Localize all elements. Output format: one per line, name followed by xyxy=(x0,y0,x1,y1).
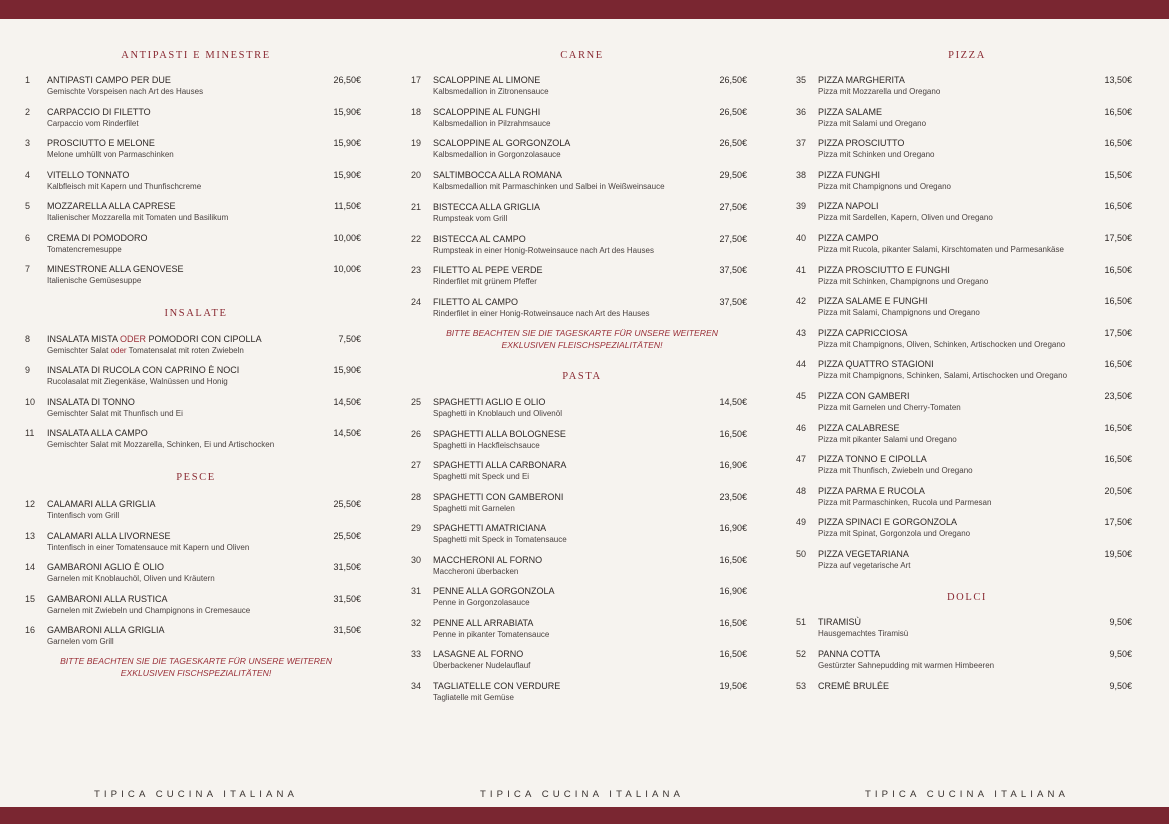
bottom-band xyxy=(0,807,1169,824)
item-number: 37 xyxy=(796,138,807,149)
item-name: PIZZA SALAME E FUNGHI xyxy=(818,296,928,307)
item-description: Überbackener Nudelauflauf xyxy=(433,661,531,670)
section-title-insalate: INSALATE xyxy=(164,308,228,319)
item-description: Spaghetti in Hackfleischsauce xyxy=(433,440,540,450)
item-name: ANTIPASTI CAMPO PER DUE xyxy=(47,75,171,85)
item-name: PENNE ALL ARRABIATA xyxy=(433,617,534,628)
item-number: 18 xyxy=(411,106,422,117)
item-price: 31,50€ xyxy=(333,593,361,604)
item-price: 13,50€ xyxy=(1104,75,1132,85)
item-name: SCALOPPINE AL GORGONZOLA xyxy=(433,138,571,149)
item-number: 26 xyxy=(411,428,422,439)
section-title-dolci: DOLCI xyxy=(946,592,988,603)
item-name: GAMBARONI ALLA GRIGLIA xyxy=(47,625,165,635)
item-description: Pizza mit Sardellen, Kapern, Oliven und Oregano xyxy=(818,213,993,223)
item-number: 12 xyxy=(25,499,36,509)
item-price: 23,50€ xyxy=(1104,391,1132,401)
item-number: 32 xyxy=(411,617,422,628)
item-name-part: POMODORI CON CIPOLLA xyxy=(146,334,262,344)
item-price: 25,50€ xyxy=(333,530,361,541)
item-number: 8 xyxy=(25,334,31,344)
item-price: 16,50€ xyxy=(719,554,747,565)
item-number: 28 xyxy=(411,491,422,502)
item-price: 16,50€ xyxy=(719,649,747,659)
item-price: 10,00€ xyxy=(333,264,361,274)
item-name: CREMA DI POMODORO xyxy=(47,232,148,243)
section-title-carne: CARNE xyxy=(560,50,604,61)
item-name: MACCHERONI AL FORNO xyxy=(433,554,543,565)
item-desc-part: Gemischter Salat xyxy=(47,346,111,355)
item-description: Tomatencremesuppe xyxy=(47,244,122,254)
item-number: 11 xyxy=(25,428,35,438)
item-price: 16,50€ xyxy=(1104,422,1132,433)
item-name: PIZZA SALAME xyxy=(818,106,883,117)
item-number: 2 xyxy=(25,106,31,117)
item-desc-part: Tomatensalat mit roten Zwiebeln xyxy=(126,346,244,355)
item-name: PENNE ALLA GORGONZOLA xyxy=(433,586,555,596)
item-name: CALAMARI ALLA GRIGLIA xyxy=(47,499,156,509)
item-name: SPAGHETTI AGLIO E OLIO xyxy=(433,397,546,407)
item-description: Pizza auf vegetarische Art xyxy=(818,561,911,570)
item-description: Rinderfilet mit grünem Pfeffer xyxy=(433,277,537,287)
item-number: 23 xyxy=(411,265,422,276)
item-name: MOZZARELLA ALLA CAPRESE xyxy=(47,201,176,211)
item-price: 16,50€ xyxy=(1104,138,1132,149)
item-number: 38 xyxy=(796,169,807,180)
item-description: Pizza mit Salami und Oregano xyxy=(818,118,927,128)
item-description: Kalbsmedallion mit Parmaschinken und Salbei in Weißweinsauce xyxy=(433,182,665,192)
item-description: Pizza mit Thunfisch, Zwiebeln und Oregano xyxy=(818,466,973,476)
item-price: 16,50€ xyxy=(1104,201,1132,212)
item-number: 24 xyxy=(411,296,422,307)
item-desc-oder: oder xyxy=(110,346,127,355)
item-number: 5 xyxy=(25,201,31,211)
item-name: MINESTRONE ALLA GENOVESE xyxy=(47,264,184,274)
item-description: Spaghetti in Knoblauch und Olivenöl xyxy=(433,409,562,418)
item-number: 42 xyxy=(796,296,807,307)
item-price: 9,50€ xyxy=(1109,681,1132,691)
item-description: Spaghetti mit Speck und Ei xyxy=(433,472,530,481)
item-number: 13 xyxy=(25,530,36,541)
item-number: 48 xyxy=(796,485,807,496)
item-number: 41 xyxy=(796,264,807,275)
item-number: 39 xyxy=(796,201,807,212)
item-price: 15,90€ xyxy=(333,138,361,148)
item-number: 20 xyxy=(411,170,422,181)
item-name: SALTIMBOCCA ALLA ROMANA xyxy=(433,170,562,181)
item-description: Kalbsmedallion in Zitronensauce xyxy=(433,87,549,96)
item-description: Pizza mit Champignons und Oregano xyxy=(818,181,951,191)
item-price: 29,50€ xyxy=(719,170,747,181)
item-number: 46 xyxy=(796,422,807,433)
item-price: 31,50€ xyxy=(333,625,361,635)
item-price: 23,50€ xyxy=(719,491,747,502)
item-description: Rumpsteak vom Grill xyxy=(433,213,508,223)
item-name: FILETTO AL CAMPO xyxy=(433,296,519,307)
item-name: SCALOPPINE AL LIMONE xyxy=(433,75,541,85)
item-number: 27 xyxy=(411,460,422,470)
item-name: INSALATA DI RUCOLA CON CAPRINO È NOCI xyxy=(47,365,240,375)
item-price: 15,90€ xyxy=(333,106,361,117)
item-description: Pizza mit Salami, Champignons und Oregano xyxy=(818,308,980,318)
item-price: 14,50€ xyxy=(333,396,361,407)
item-number: 43 xyxy=(796,327,807,338)
item-number: 14 xyxy=(25,562,36,572)
item-number: 40 xyxy=(796,233,807,243)
item-description: Gemischter Salat mit Mozzarella, Schinken, Ei und Artischocken xyxy=(47,440,275,449)
item-number: 52 xyxy=(796,649,807,659)
item-price: 26,50€ xyxy=(719,75,747,85)
item-number: 50 xyxy=(796,549,807,559)
item-name: PIZZA TONNO E CIPOLLA xyxy=(818,454,927,465)
item-description: Spaghetti mit Garnelen xyxy=(433,503,515,513)
footer-tagline-3: TIPICA CUCINA ITALIANA xyxy=(864,789,1070,800)
item-name: SPAGHETTI ALLA CARBONARA xyxy=(433,460,567,470)
item-number: 25 xyxy=(411,397,422,407)
meat-special-note xyxy=(411,327,753,351)
item-description: Pizza mit Garnelen und Cherry-Tomaten xyxy=(818,403,961,412)
item-price: 16,50€ xyxy=(719,428,747,439)
item-name: SPAGHETTI CON GAMBERONI xyxy=(433,491,564,502)
item-name: PIZZA PARMA E RUCOLA xyxy=(818,485,925,496)
item-number: 49 xyxy=(796,517,807,528)
item-description: Rinderfilet in einer Honig-Rotweinsauce nach Art des Hauses xyxy=(433,308,650,318)
item-description: Garnelen vom Grill xyxy=(47,637,114,646)
item-description: Garnelen mit Zwiebeln und Champignons in Cremesauce xyxy=(47,605,251,615)
item-number: 15 xyxy=(25,593,36,604)
item-price: 9,50€ xyxy=(1109,649,1132,659)
item-description: Kalbsmedallion in Gorgonzolasauce xyxy=(433,150,561,160)
item-name: TAGLIATELLE CON VERDURE xyxy=(433,680,561,691)
item-description: Pizza mit Schinken, Champignons und Oregano xyxy=(818,276,989,286)
item-price: 25,50€ xyxy=(333,499,361,509)
item-price: 27,50€ xyxy=(719,233,747,244)
item-name: PIZZA SPINACI E GORGONZOLA xyxy=(818,517,958,528)
item-price: 9,50€ xyxy=(1109,617,1132,627)
item-price: 14,50€ xyxy=(333,428,361,438)
item-number: 21 xyxy=(411,201,422,212)
item-number: 4 xyxy=(25,169,31,180)
item-name: CALAMARI ALLA LIVORNESE xyxy=(47,530,171,541)
item-description: Pizza mit Rucola, pikanter Salami, Kirschtomaten und Parmesankäse xyxy=(818,245,1064,254)
item-number: 17 xyxy=(411,75,422,85)
item-description: Pizza mit Champignons, Oliven, Schinken, Artischocken und Oregano xyxy=(818,339,1066,349)
item-number: 31 xyxy=(411,586,422,596)
item-price: 7,50€ xyxy=(338,334,361,344)
item-price: 37,50€ xyxy=(719,296,747,307)
section-title-pasta: PASTA xyxy=(562,371,602,382)
item-description: Italienischer Mozzarella mit Tomaten und Basilikum xyxy=(47,213,229,222)
item-price: 16,90€ xyxy=(719,586,747,596)
item-description: Melone umhüllt von Parmaschinken xyxy=(47,150,174,159)
item-name-oder: ODER xyxy=(120,334,147,344)
item-description: Tintenfisch vom Grill xyxy=(47,511,120,520)
item-price: 15,90€ xyxy=(333,365,361,375)
item-name: PIZZA MARGHERITA xyxy=(818,75,905,85)
item-price: 15,90€ xyxy=(333,169,361,180)
item-description: Maccheroni überbacken xyxy=(433,566,519,576)
item-description: Pizza mit Parmaschinken, Rucola und Parmesan xyxy=(818,497,992,507)
note-line: BITTE BEACHTEN SIE DIE TAGESKARTE FÜR UNSERE WEITEREN xyxy=(60,656,332,666)
item-name: BISTECCA ALLA GRIGLIA xyxy=(433,201,541,212)
item-number: 33 xyxy=(411,649,422,659)
item-price: 31,50€ xyxy=(333,562,361,572)
item-price: 17,50€ xyxy=(1104,327,1132,338)
item-number: 19 xyxy=(411,138,422,149)
item-description: Gemischte Vorspeisen nach Art des Hauses xyxy=(47,87,204,96)
top-band xyxy=(0,0,1169,19)
item-number: 16 xyxy=(25,625,36,635)
item-price: 26,50€ xyxy=(719,138,747,149)
item-number: 44 xyxy=(796,359,807,370)
item-price: 16,90€ xyxy=(719,523,747,533)
item-description: Penne in pikanter Tomatensauce xyxy=(433,629,550,639)
item-number: 47 xyxy=(796,454,807,465)
fish-special-note xyxy=(25,655,367,679)
note-line: EXKLUSIVEN FLEISCHSPEZIALITÄTEN! xyxy=(501,340,663,350)
note-line: BITTE BEACHTEN SIE DIE TAGESKARTE FÜR UNSERE WEITEREN xyxy=(446,328,718,338)
item-name: CREMÈ BRULÉE xyxy=(818,681,890,691)
item-name: VITELLO TONNATO xyxy=(47,169,130,180)
item-price: 11,50€ xyxy=(334,201,361,211)
item-name: GAMBARONI AGLIO È OLIO xyxy=(47,562,165,572)
item-description: Kalbfleisch mit Kapern und Thunfischcreme xyxy=(47,181,202,191)
item-name: BISTECCA AL CAMPO xyxy=(433,233,526,244)
item-name: CARPACCIO DI FILETTO xyxy=(47,106,151,117)
item-number: 3 xyxy=(25,138,31,148)
item-price: 17,50€ xyxy=(1104,233,1132,243)
item-description: Gemischter Salat mit Thunfisch und Ei xyxy=(47,408,183,418)
item-number: 53 xyxy=(796,681,807,691)
item-description: Garnelen mit Knoblauchöl, Oliven und Kräutern xyxy=(47,574,215,583)
item-price: 26,50€ xyxy=(333,75,361,85)
item-name: PIZZA FUNGHI xyxy=(818,169,881,180)
item-number: 7 xyxy=(25,264,31,274)
item-name: SPAGHETTI ALLA BOLOGNESE xyxy=(433,428,566,439)
item-description: Rucolasalat mit Ziegenkäse, Walnüssen und Honig xyxy=(47,377,228,386)
item-name: LASAGNE AL FORNO xyxy=(433,649,524,659)
section-title-pizza: PIZZA xyxy=(948,50,986,61)
footer-tagline-2: TIPICA CUCINA ITALIANA xyxy=(479,789,685,800)
item-number: 6 xyxy=(25,232,31,243)
item-number: 36 xyxy=(796,106,807,117)
item-name: FILETTO AL PEPE VERDE xyxy=(433,265,543,276)
item-number: 34 xyxy=(411,680,422,691)
item-name: PIZZA PROSCIUTTO E FUNGHI xyxy=(818,264,950,275)
item-price: 15,50€ xyxy=(1104,169,1132,180)
item-number: 45 xyxy=(796,391,807,401)
item-description: Italienische Gemüsesuppe xyxy=(47,276,142,285)
item-name xyxy=(47,334,262,345)
item-description xyxy=(47,346,244,356)
item-description: Gestürzter Sahnepudding mit warmen Himbeeren xyxy=(818,661,995,670)
item-description: Carpaccio vom Rinderfilet xyxy=(47,118,139,128)
item-price: 14,50€ xyxy=(719,397,747,407)
item-description: Kalbsmedallion in Pilzrahmsauce xyxy=(433,118,551,128)
item-number: 35 xyxy=(796,75,807,85)
note-line: EXKLUSIVEN FISCHSPEZIALITÄTEN! xyxy=(120,668,272,678)
item-name: INSALATA DI TONNO xyxy=(47,396,135,407)
item-name: PIZZA VEGETARIANA xyxy=(818,549,909,559)
item-description: Rumpsteak in einer Honig-Rotweinsauce nach Art des Hauses xyxy=(433,245,655,255)
item-price: 26,50€ xyxy=(719,106,747,117)
item-name: INSALATA ALLA CAMPO xyxy=(47,428,148,438)
item-price: 16,90€ xyxy=(719,460,747,470)
item-name: PIZZA QUATTRO STAGIONI xyxy=(818,359,934,370)
item-number: 30 xyxy=(411,554,422,565)
item-price: 16,50€ xyxy=(1104,296,1132,307)
footer-tagline-1: TIPICA CUCINA ITALIANA xyxy=(93,789,299,800)
item-price: 27,50€ xyxy=(719,201,747,212)
item-name: PIZZA NAPOLI xyxy=(818,201,879,212)
item-description: Hausgemachtes Tiramisù xyxy=(818,629,909,638)
item-price: 17,50€ xyxy=(1104,517,1132,528)
item-description: Pizza mit pikanter Salami und Oregano xyxy=(818,434,957,444)
section-title-antipasti: ANTIPASTI E MINESTRE xyxy=(121,50,271,61)
item-number: 51 xyxy=(796,617,807,627)
item-price: 19,50€ xyxy=(719,680,747,691)
item-name-part: INSALATA MISTA xyxy=(47,334,121,344)
item-price: 16,50€ xyxy=(1104,359,1132,370)
item-name: PIZZA CALABRESE xyxy=(818,422,900,433)
item-price: 16,50€ xyxy=(719,617,747,628)
item-name: PIZZA CAMPO xyxy=(818,233,879,243)
item-name: GAMBARONI ALLA RUSTICA xyxy=(47,593,168,604)
item-description: Pizza mit Mozzarella und Oregano xyxy=(818,87,941,96)
item-name: PIZZA PROSCIUTTO xyxy=(818,138,905,149)
item-name: PROSCIUTTO E MELONE xyxy=(47,138,155,148)
item-number: 10 xyxy=(25,396,36,407)
item-price: 16,50€ xyxy=(1104,106,1132,117)
section-title-pesce: PESCE xyxy=(176,472,216,483)
item-description: Pizza mit Schinken und Oregano xyxy=(818,150,935,160)
item-description: Spaghetti mit Speck in Tomatensauce xyxy=(433,535,567,544)
item-price: 20,50€ xyxy=(1104,485,1132,496)
item-name: PIZZA CON GAMBERI xyxy=(818,391,910,401)
item-name: PANNA COTTA xyxy=(818,649,881,659)
item-name: SPAGHETTI AMATRICIANA xyxy=(433,523,547,533)
item-price: 10,00€ xyxy=(333,232,361,243)
item-price: 16,50€ xyxy=(1104,454,1132,465)
item-description: Penne in Gorgonzolasauce xyxy=(433,598,530,607)
item-number: 1 xyxy=(25,75,31,85)
item-description: Pizza mit Champignons, Schinken, Salami, Artischocken und Oregano xyxy=(818,371,1068,381)
item-price: 16,50€ xyxy=(1104,264,1132,275)
item-price: 37,50€ xyxy=(719,265,747,276)
item-number: 9 xyxy=(25,365,31,375)
item-description: Pizza mit Spinat, Gorgonzola und Oregano xyxy=(818,529,971,539)
item-description: Tagliatelle mit Gemüse xyxy=(433,692,514,702)
item-description: Tintenfisch in einer Tomatensauce mit Kapern und Oliven xyxy=(47,542,250,552)
item-name: PIZZA CAPRICCIOSA xyxy=(818,327,908,338)
item-price: 19,50€ xyxy=(1104,549,1132,559)
item-name: SCALOPPINE AL FUNGHI xyxy=(433,106,541,117)
item-number: 22 xyxy=(411,233,422,244)
item-name: TIRAMISÙ xyxy=(818,617,862,627)
item-number: 29 xyxy=(411,523,422,533)
